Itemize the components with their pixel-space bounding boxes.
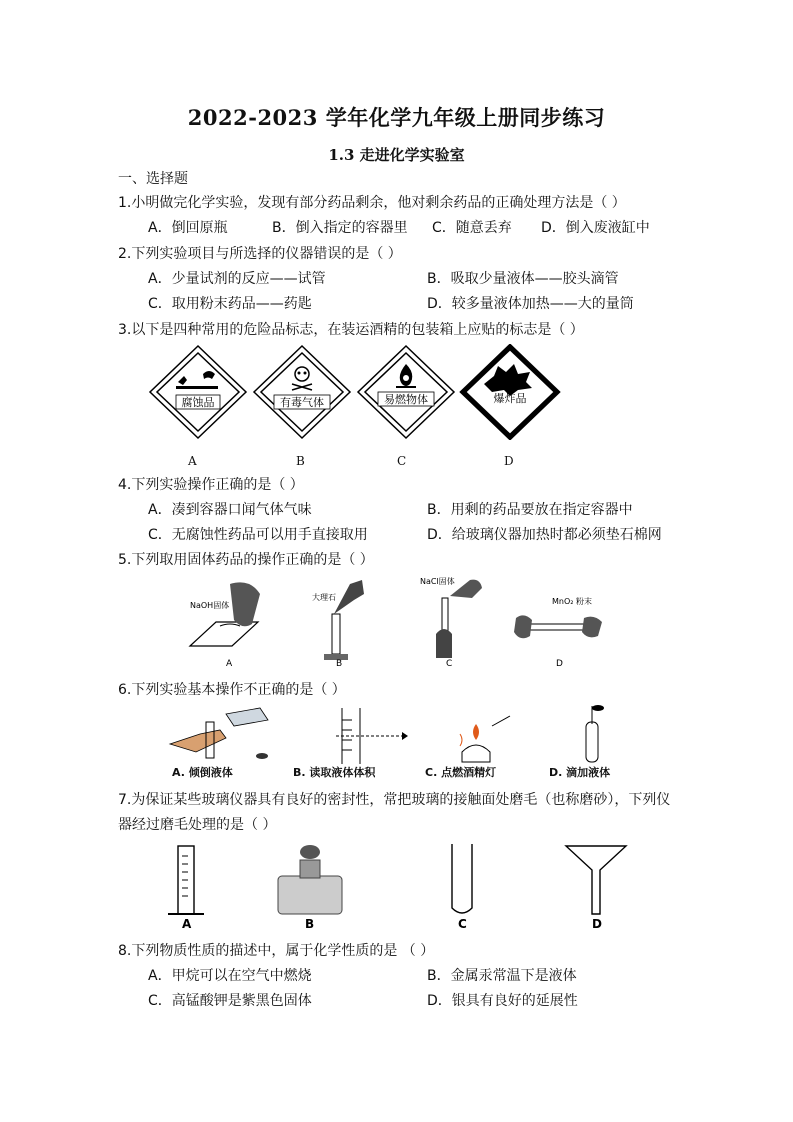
- q5-label-marble: 大理石: [312, 593, 336, 602]
- question-2-stem: 2.下列实验项目与所选择的仪器错误的是（ ）: [118, 246, 402, 262]
- q4-option-a: A．凑到容器口闻气体气味: [148, 502, 312, 518]
- reading-volume-illustration: [336, 708, 408, 764]
- q3-letter-c: C: [397, 454, 407, 468]
- sign-label-toxic-gas: 有毒气体: [280, 396, 324, 409]
- page-title: 2022-2023 学年化学九年级上册同步练习: [187, 105, 606, 130]
- question-3-stem: 3.以下是四种常用的危险品标志，在装运酒精的包装箱上应贴的标志是（ ）: [118, 322, 584, 338]
- funnel-illustration: [566, 846, 626, 914]
- adding-drops-illustration: [586, 705, 604, 762]
- q4-option-d: D．给玻璃仪器加热时都必须垫石棉网: [427, 527, 662, 543]
- q5-letter-d: D: [556, 659, 563, 669]
- q1-option-c: C．随意丢弃: [432, 220, 512, 236]
- q8-option-c: C．高锰酸钾是紫黑色固体: [148, 993, 312, 1009]
- horizontal-tube-illustration: [514, 615, 602, 638]
- page-subtitle: 1.3 走进化学实验室: [328, 146, 465, 164]
- q5-letter-b: B: [336, 659, 343, 669]
- reagent-bottle-illustration: [278, 845, 342, 914]
- question-7-stem-line1: 7.为保证某些玻璃仪器具有良好的密封性，常把玻璃的接触面处磨毛（也称磨砂），下列仪: [118, 792, 671, 808]
- q3-letter-a: A: [188, 454, 197, 468]
- weighing-paper-illustration: [190, 582, 260, 646]
- q2-option-b: B．吸取少量液体——胶头滴管: [427, 271, 619, 287]
- question-1-stem: 1.小明做完化学实验，发现有部分药品剩余，他对剩余药品的正确处理方法是（ ）: [118, 195, 626, 211]
- section-heading: 一、选择题: [118, 171, 188, 187]
- q8-option-b: B．金属汞常温下是液体: [427, 968, 577, 984]
- q1-option-a: A．倒回原瓶: [148, 220, 228, 236]
- graduated-cylinder-illustration: [168, 846, 204, 914]
- tweezers-test-tube-illustration: [324, 580, 364, 660]
- q7-letter-b: B: [305, 917, 315, 930]
- q8-option-d: D．银具有良好的延展性: [427, 993, 578, 1009]
- q4-option-c: C．无腐蚀性药品可以用手直接取用: [148, 527, 368, 543]
- q1-option-b: B．倒入指定的容器里: [272, 220, 408, 236]
- q1-option-d: D．倒入废液缸中: [541, 220, 650, 236]
- q7-letter-a: A: [182, 917, 192, 930]
- pouring-liquid-illustration: [170, 708, 268, 759]
- corrosive-sign: [150, 346, 246, 438]
- toxic-gas-sign: [254, 346, 350, 438]
- q5-letter-a: A: [226, 659, 233, 669]
- q6-caption-b: B. 读取液体体积: [293, 766, 376, 779]
- q4-option-b: B．用剩的药品要放在指定容器中: [427, 502, 633, 518]
- test-tube-illustration: [452, 844, 472, 913]
- q5-letter-c: C: [446, 659, 453, 669]
- hazard-signs-figure: [148, 344, 564, 440]
- q6-caption-c: C. 点燃酒精灯: [425, 766, 497, 779]
- question-5-stem: 5.下列取用固体药品的操作正确的是（ ）: [118, 552, 374, 568]
- sign-label-explosive: 爆炸品: [493, 392, 527, 405]
- lab-operations-figure: [166, 704, 636, 766]
- question-4-stem: 4.下列实验操作正确的是（ ）: [118, 477, 304, 493]
- q2-option-c: C．取用粉末药品——药匙: [148, 296, 312, 312]
- q5-label-naoh: NaOH固体: [190, 601, 230, 610]
- q8-option-a: A．甲烷可以在空气中燃烧: [148, 968, 312, 984]
- question-7-stem-line2: 器经过磨毛处理的是（ ）: [118, 817, 277, 833]
- q2-option-d: D．较多量液体加热——大的量筒: [427, 296, 634, 312]
- q2-option-a: A．少量试剂的反应——试管: [148, 271, 326, 287]
- sign-label-corrosive: 腐蚀品: [181, 396, 215, 409]
- question-8-stem: 8.下列物质性质的描述中，属于化学性质的是 （ ）: [118, 943, 435, 959]
- question-6-stem: 6.下列实验基本操作不正确的是（ ）: [118, 682, 346, 698]
- glassware-figure: [160, 840, 640, 930]
- q3-letter-b: B: [296, 454, 305, 468]
- sign-label-flammable: 易燃物体: [384, 393, 428, 406]
- q5-label-nacl: NaCl固体: [420, 577, 455, 586]
- q3-letter-d: D: [504, 454, 514, 468]
- solid-reagent-figure: [180, 574, 620, 670]
- spoon-test-tube-illustration: [436, 580, 482, 658]
- q6-caption-d: D. 滴加液体: [549, 766, 611, 779]
- lighting-alcohol-lamp-illustration: [460, 716, 510, 762]
- q7-letter-d: D: [592, 917, 602, 930]
- q5-label-mno2: MnO₂ 粉末: [552, 597, 593, 606]
- q7-letter-c: C: [458, 917, 467, 930]
- q6-caption-a: A. 倾倒液体: [172, 766, 233, 779]
